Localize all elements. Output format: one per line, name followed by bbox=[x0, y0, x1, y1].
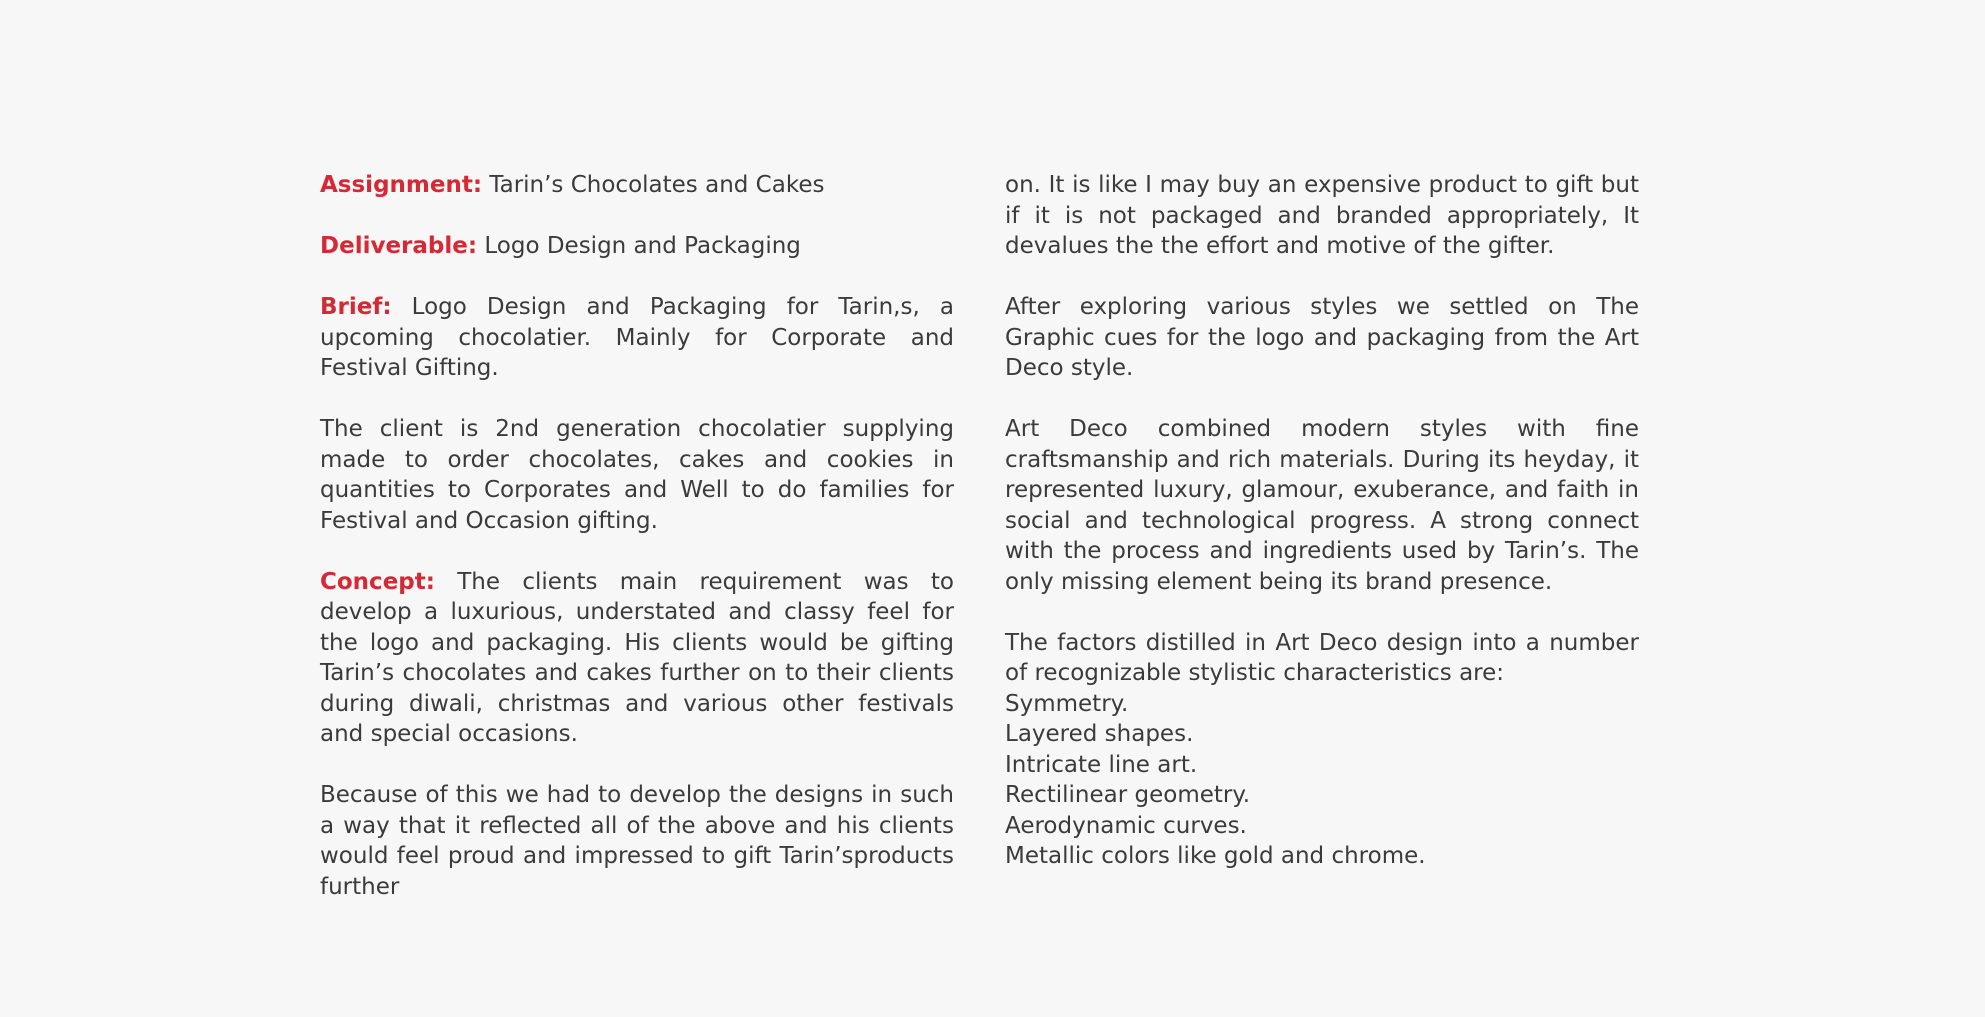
assignment-label: Assignment: bbox=[320, 172, 483, 198]
assignment-line bbox=[320, 170, 954, 201]
styles-paragraph: After exploring various styles we settled on The Graphic cues for the logo and packaging from the Art Deco style. bbox=[1005, 294, 1639, 381]
brief-label: Brief: bbox=[320, 294, 392, 320]
brief-text: Logo Design and Packaging for Tarin,s, a upcoming chocolatier. Mainly for Corporate and Festival Gifting. bbox=[320, 294, 954, 381]
list-item: Intricate line art. bbox=[1005, 751, 1198, 778]
deliverable-line bbox=[320, 231, 954, 262]
concept-text: The clients main requirement was to develop a luxurious, understated and classy feel for the logo and packaging. His clients would be gifting Tarin’s chocolates and cakes further on to their clients during diwali, christmas and various other festivals and special occasions. bbox=[320, 568, 954, 747]
concept-label: Concept: bbox=[320, 568, 435, 595]
assignment-value: Tarin’s Chocolates and Cakes bbox=[489, 172, 825, 198]
right-column bbox=[1005, 170, 1639, 872]
continuation-paragraph: on. It is like I may buy an expensive product to gift but if it is not packaged and branded appropriately, It devalues the the effort and motive of the gifter. bbox=[1005, 172, 1639, 259]
left-column bbox=[320, 170, 954, 933]
factors-intro: The factors distilled in Art Deco design into a number of recognizable stylistic characteristics are: bbox=[1005, 629, 1639, 686]
list-item: Symmetry. bbox=[1005, 690, 1129, 717]
list-item: Metallic colors like gold and chrome. bbox=[1005, 843, 1426, 869]
brief-paragraph bbox=[320, 292, 954, 384]
deliverable-value: Logo Design and Packaging bbox=[484, 233, 801, 259]
concept-paragraph bbox=[320, 567, 954, 750]
list-item: Layered shapes. bbox=[1005, 721, 1194, 747]
list-item: Rectilinear geometry. bbox=[1005, 782, 1251, 808]
client-paragraph: The client is 2nd generation chocolatier supplying made to order chocolates, cakes and cookies in quantities to Corporates and Well to do families for Festival and Occasion gifting. bbox=[320, 416, 954, 534]
deliverable-label: Deliverable: bbox=[320, 233, 478, 259]
art-deco-paragraph: Art Deco combined modern styles with fine craftsmanship and rich materials. During its heyday, it represented luxury, glamour, exuberance, and faith in social and technological progress. A strong connect with the process and ingredients used by Tarin’s. The only missing element being its brand presence. bbox=[1005, 416, 1639, 595]
because-paragraph: Because of this we had to develop the designs in such a way that it reflected all of the above and his clients would feel proud and impressed to gift Tarin’sproducts further bbox=[320, 782, 954, 900]
characteristics-list bbox=[1005, 689, 1639, 872]
list-item: Aerodynamic curves. bbox=[1005, 812, 1247, 839]
